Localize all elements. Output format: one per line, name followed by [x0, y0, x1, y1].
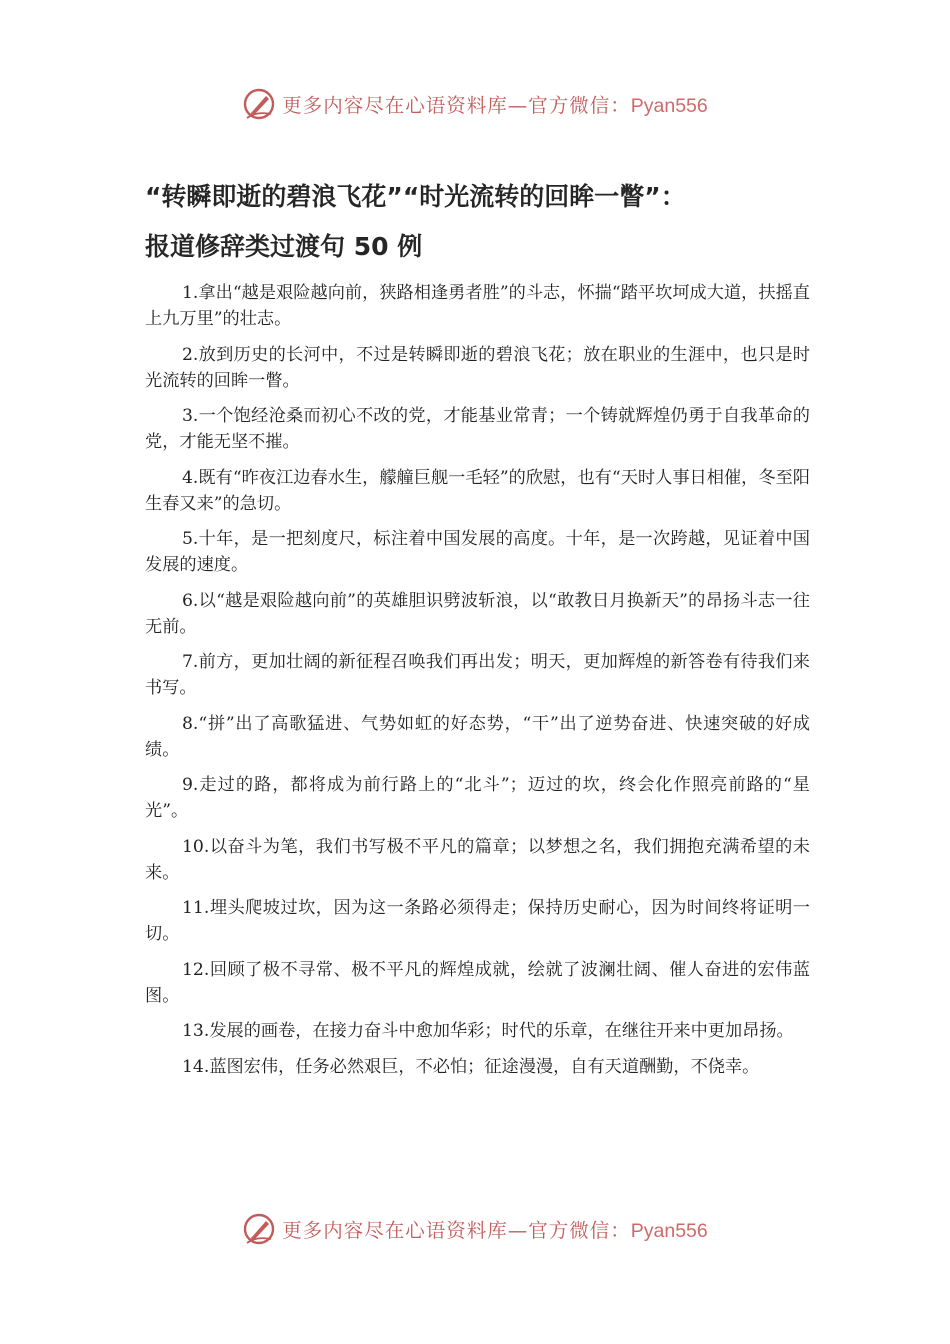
- header-banner-label: 更多内容尽在心语资料库—官方微信：: [282, 94, 631, 117]
- list-item: 7.前方，更加壮阔的新征程召唤我们再出发；明天，更加辉煌的新答卷有待我们来书写。: [145, 652, 810, 698]
- footer-banner-text: [282, 1215, 708, 1243]
- list-item: 8.“拼”出了高歌猛进、气势如虹的好态势，“干”出了逆势奋进、快速突破的好成绩。: [145, 713, 810, 760]
- list-item: 5.十年，是一把刻度尺，标注着中国发展的高度。十年，是一次跨越，见证着中国发展的速度。: [145, 529, 810, 575]
- list-item: 14.蓝图宏伟，任务必然艰巨，不必怕；征途漫漫，自有天道酬勤，不侥幸。: [182, 1056, 760, 1077]
- pen-logo-icon: [242, 87, 276, 121]
- document-title: [145, 172, 825, 272]
- header-banner: [0, 84, 950, 124]
- footer-banner-id: Pyan556: [630, 1220, 708, 1242]
- list-item: 11.埋头爬坡过坎，因为这一条路必须得走；保持历史耐心，因为时间终将证明一切。: [145, 898, 810, 944]
- list-item: 12.回顾了极不寻常、极不平凡的辉煌成就，绘就了波澜壮阔、催人奋进的宏伟蓝图。: [145, 959, 810, 1006]
- list-item: 3.一个饱经沧桑而初心不改的党，才能基业常青；一个铸就辉煌仍勇于自我革命的党，才能无坚不摧。: [145, 406, 810, 452]
- document-title-line1: “转瞬即逝的碧浪飞花”“时光流转的回眸一瞥”：: [145, 182, 686, 211]
- header-banner-text: [282, 90, 708, 118]
- footer-banner: [0, 1209, 950, 1249]
- list-item: 1.拿出“越是艰险越向前，狭路相逢勇者胜”的斗志，怀揣“踏平坎坷成大道，扶摇直上九万里”的壮志。: [145, 283, 810, 329]
- list-item: 6.以“越是艰险越向前”的英雄胆识劈波斩浪，以“敢教日月换新天”的昂扬斗志一往无前。: [145, 590, 810, 637]
- footer-banner-label: 更多内容尽在心语资料库—官方微信：: [282, 1219, 631, 1242]
- list-item: 2.放到历史的长河中，不过是转瞬即逝的碧浪飞花；放在职业的生涯中，也只是时光流转的回眸一瞥。: [145, 344, 810, 391]
- document-title-line2: 报道修辞类过渡句 50 例: [145, 232, 423, 261]
- list-item: 9.走过的路，都将成为前行路上的“北斗”；迈过的坎，终会化作照亮前路的“星光”。: [145, 775, 810, 821]
- example-list: [145, 280, 810, 1089]
- list-item: 10.以奋斗为笔，我们书写极不平凡的篇章；以梦想之名，我们拥抱充满希望的未来。: [145, 836, 810, 883]
- list-item: 13.发展的画卷，在接力奋斗中愈加华彩；时代的乐章，在继往开来中更加昂扬。: [182, 1021, 794, 1041]
- header-banner-id: Pyan556: [630, 95, 708, 117]
- pen-logo-icon: [242, 1212, 276, 1246]
- list-item: 4.既有“昨夜江边春水生，艨艟巨舰一毛轻”的欣慰，也有“天时人事日相催，冬至阳生春又来”的急切。: [145, 467, 810, 514]
